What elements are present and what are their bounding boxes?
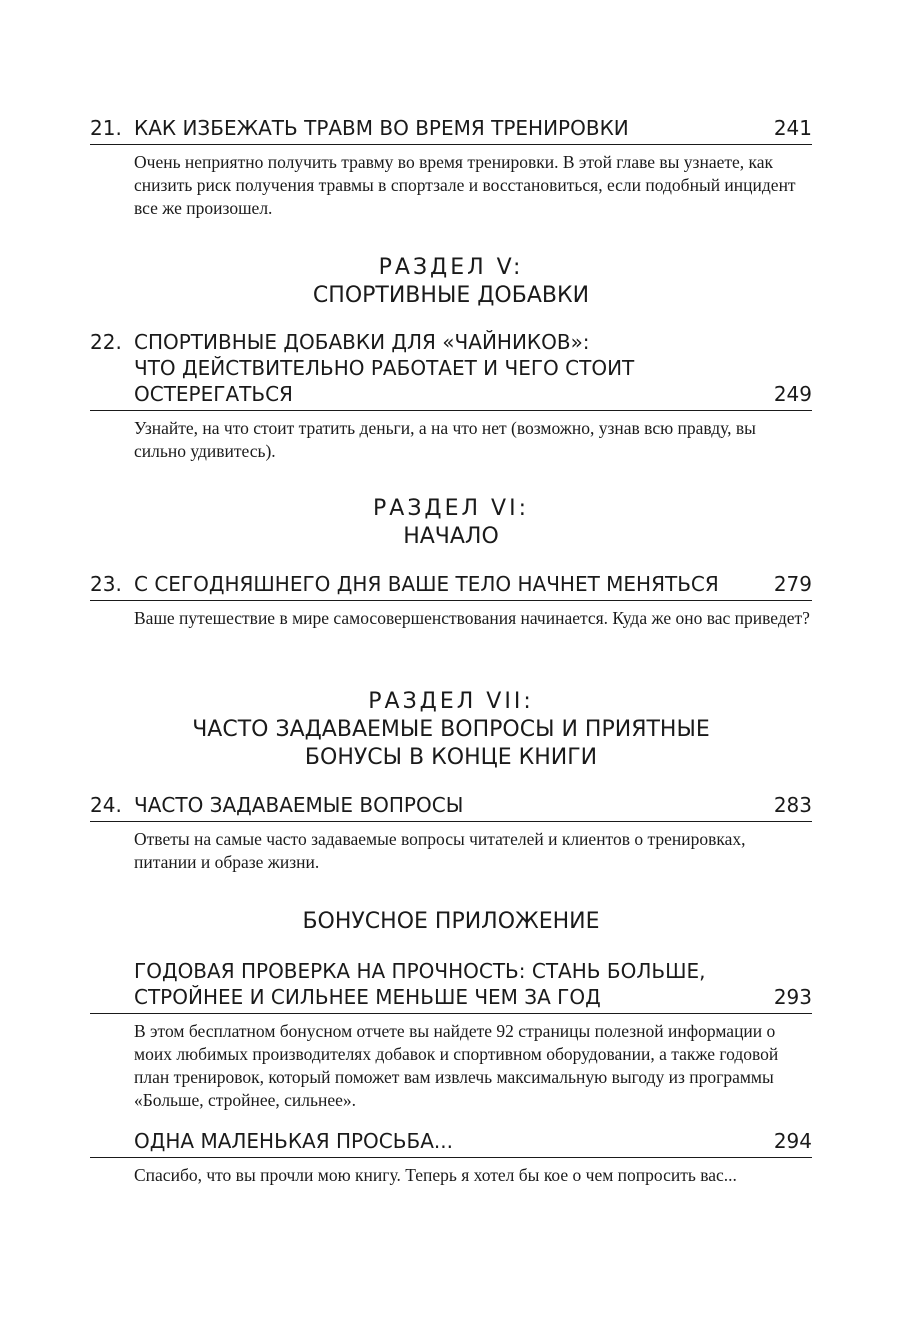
chapter-description: Ваше путешествие в мире самосовершенствования начинается. Куда же оно вас приведет? (134, 608, 810, 628)
section-heading-5 (90, 254, 812, 310)
chapter-description: В этом бесплатном бонусном отчете вы найдете 92 страницы полезной информации о моих любимых производителях добавок и спортивном оборудовании, а также годовой план тренировок, который поможет вам извлечь максимальную выгоду из программы «Больше, стройнее, сильнее». (134, 1021, 779, 1110)
toc-entry-bonus[interactable] (90, 958, 812, 1112)
chapter-number: 22. (90, 330, 122, 354)
section-heading-6 (90, 495, 812, 551)
toc-entry-23[interactable] (90, 571, 812, 630)
section-label: РАЗДЕЛ VI: (373, 496, 529, 521)
chapter-number: 23. (90, 572, 122, 596)
toc-entry-request[interactable] (90, 1128, 812, 1187)
page-number: 241 (773, 116, 812, 140)
chapter-title-line: ГОДОВАЯ ПРОВЕРКА НА ПРОЧНОСТЬ: СТАНЬ БОЛЬШЕ, (134, 959, 706, 983)
section-label: РАЗДЕЛ V: (378, 255, 524, 280)
section-title: БОНУСНОЕ ПРИЛОЖЕНИЕ (302, 909, 600, 934)
chapter-number: 24. (90, 793, 122, 817)
toc-entry-21[interactable] (90, 115, 812, 220)
chapter-title: ЧАСТО ЗАДАВАЕМЫЕ ВОПРОСЫ (134, 793, 464, 817)
page-number: 279 (773, 572, 812, 596)
toc-entry-heading (90, 571, 812, 601)
chapter-description: Очень неприятно получить травму во время тренировки. В этой главе вы узнаете, как снизить риск получения травмы в спортзале и восстановиться, если подобный инцидент все же произошел. (134, 152, 796, 218)
toc-entry-24[interactable] (90, 792, 812, 874)
toc-entry-heading (90, 958, 812, 1014)
toc-entry-heading (90, 329, 812, 411)
toc-entry-heading (90, 1128, 812, 1158)
chapter-title: КАК ИЗБЕЖАТЬ ТРАВМ ВО ВРЕМЯ ТРЕНИРОВКИ (134, 116, 629, 140)
page-number: 249 (773, 382, 812, 406)
chapter-title: С СЕГОДНЯШНЕГО ДНЯ ВАШЕ ТЕЛО НАЧНЕТ МЕНЯТЬСЯ (134, 572, 719, 596)
section-heading-bonus (90, 908, 812, 936)
chapter-title-line: ОСТЕРЕГАТЬСЯ (134, 382, 293, 406)
section-title-line: БОНУСЫ В КОНЦЕ КНИГИ (304, 745, 598, 770)
toc-entry-heading (90, 792, 812, 822)
page-number: 293 (773, 985, 812, 1009)
chapter-title-line: СТРОЙНЕЕ И СИЛЬНЕЕ МЕНЬШЕ ЧЕМ ЗА ГОД (134, 985, 601, 1009)
chapter-description: Ответы на самые часто задаваемые вопросы читателей и клиентов о тренировках, питании и образе жизни. (134, 829, 746, 872)
section-title: СПОРТИВНЫЕ ДОБАВКИ (312, 283, 590, 308)
section-heading-7 (90, 688, 812, 772)
section-label: РАЗДЕЛ VII: (368, 689, 534, 714)
chapter-title-line: СПОРТИВНЫЕ ДОБАВКИ ДЛЯ «ЧАЙНИКОВ»: (134, 330, 590, 354)
page-number: 283 (773, 793, 812, 817)
section-title: НАЧАЛО (403, 524, 499, 549)
chapter-title: ОДНА МАЛЕНЬКАЯ ПРОСЬБА... (134, 1129, 453, 1153)
toc-entry-22[interactable] (90, 329, 812, 463)
chapter-description: Узнайте, на что стоит тратить деньги, а на что нет (возможно, узнав всю правду, вы сильно удивитесь). (134, 418, 756, 461)
toc-entry-heading (90, 115, 812, 145)
chapter-number: 21. (90, 116, 122, 140)
section-title-line: ЧАСТО ЗАДАВАЕМЫЕ ВОПРОСЫ И ПРИЯТНЫЕ (192, 717, 710, 742)
chapter-title-line: ЧТО ДЕЙСТВИТЕЛЬНО РАБОТАЕТ И ЧЕГО СТОИТ (134, 356, 635, 380)
chapter-description: Спасибо, что вы прочли мою книгу. Теперь я хотел бы кое о чем попросить вас... (134, 1165, 737, 1185)
page-number: 294 (773, 1129, 812, 1153)
